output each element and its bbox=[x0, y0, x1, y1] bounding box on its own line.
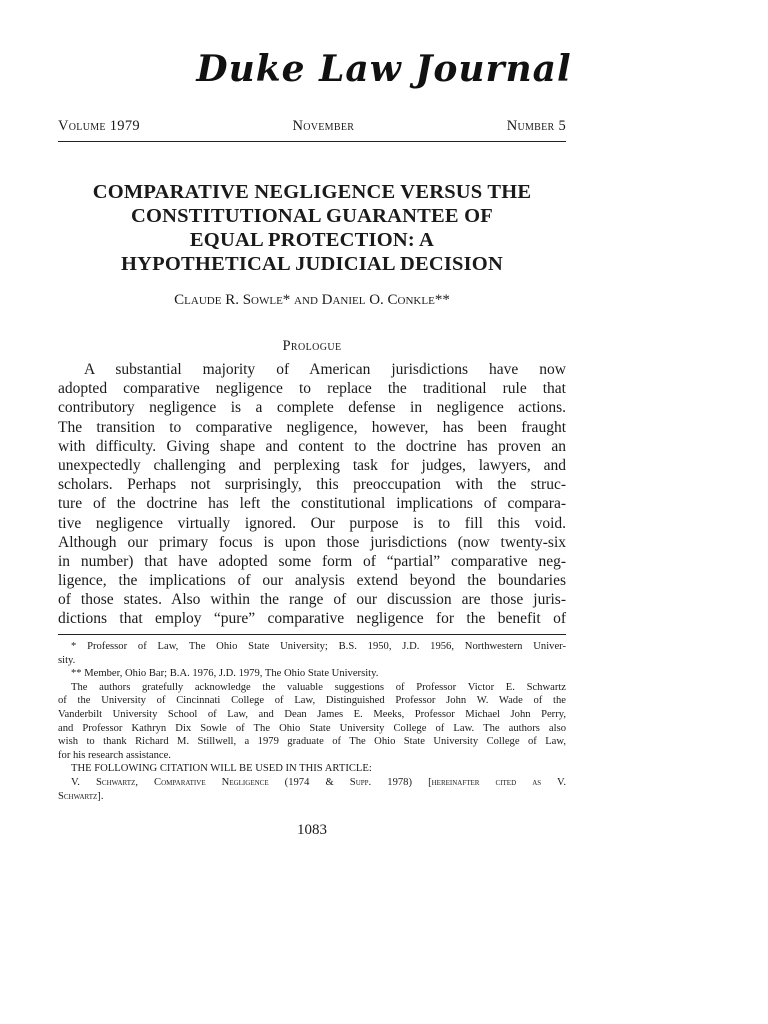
footnote-line: wish to thank Richard M. Stillwell, a 1979 graduate of The Ohio State University College of Law, bbox=[58, 736, 566, 748]
footnote-line: sity. bbox=[58, 654, 76, 666]
body-line: ture of the doctrine has left the constitutional implications of compara- bbox=[58, 495, 566, 513]
body-line: A substantial majority of American jurisdictions have now bbox=[84, 361, 566, 378]
page-number: 1083 bbox=[297, 822, 327, 838]
header-rule bbox=[58, 141, 566, 142]
journal-masthead: Duke Law Journal bbox=[196, 48, 572, 90]
footnote-line: of the University of Cincinnati College of Law, Distinguished Professor John W. Wade of the bbox=[58, 695, 566, 707]
title-line: COMPARATIVE NEGLIGENCE VERSUS THE bbox=[92, 181, 532, 203]
body-line: dictions that employ “pure” comparative negligence for the benefit of bbox=[58, 610, 566, 628]
title-line: HYPOTHETICAL JUDICIAL DECISION bbox=[121, 253, 503, 275]
issue-line bbox=[58, 118, 566, 135]
footnote-rule bbox=[58, 634, 566, 635]
footnote-line: Vanderbilt University School of Law, and Dean James E. Meeks, Professor Michael John Perry, bbox=[58, 708, 566, 720]
footnotes bbox=[58, 640, 566, 803]
footnote-line: ** Member, Ohio Bar; B.A. 1976, J.D. 1979, The Ohio State University. bbox=[71, 668, 379, 680]
footnote-line: and Professor Kathryn Dix Sowle of The Ohio State University College of Law. The authors also bbox=[58, 722, 566, 734]
body-line: tive negligence virtually ignored. Our purpose is to fill this void. bbox=[58, 514, 566, 532]
article-authors: Claude R. Sowle* and Daniel O. Conkle** bbox=[174, 292, 450, 308]
title-line: CONSTITUTIONAL GUARANTEE OF bbox=[131, 205, 493, 227]
section-heading: Prologue bbox=[282, 338, 342, 354]
body-line: of those states. Also within the range of our discussion are those juris- bbox=[58, 591, 566, 609]
body-line: with difficulty. Giving shape and content to the doctrine has proven an bbox=[58, 437, 566, 455]
citation-heading: THE FOLLOWING CITATION WILL BE USED IN THIS ARTICLE: bbox=[71, 763, 372, 775]
volume-label: Volume 1979 bbox=[58, 118, 140, 134]
citation-line: V. Schwartz, Comparative Negligence (1974 & Supp. 1978) [hereinafter cited as V. bbox=[71, 776, 566, 788]
body-line: Although our primary focus is upon those jurisdictions (now twenty-six bbox=[58, 533, 566, 551]
month-label: November bbox=[292, 118, 355, 134]
body-line: The transition to comparative negligence, however, has been fraught bbox=[58, 418, 566, 436]
body-line: in number) that have adopted some form of “partial” comparative neg- bbox=[58, 552, 566, 570]
issue-number-label: Number 5 bbox=[506, 118, 566, 134]
body-line: adopted comparative negligence to replace the traditional rule that bbox=[58, 380, 566, 398]
citation-line: Schwartz]. bbox=[58, 790, 104, 802]
body-line: unexpectedly challenging and perplexing task for judges, lawyers, and bbox=[58, 456, 566, 474]
footnote-line: The authors gratefully acknowledge the valuable suggestions of Professor Victor E. Schwartz bbox=[71, 681, 566, 693]
footnote-line: for his research assistance. bbox=[58, 749, 171, 761]
body-line: contributory negligence is a complete defense in negligence actions. bbox=[58, 399, 566, 417]
article-title bbox=[58, 180, 566, 276]
footnote-line: * Professor of Law, The Ohio State University; B.S. 1950, J.D. 1956, Northwestern Univer- bbox=[71, 641, 566, 652]
title-line: EQUAL PROTECTION: A bbox=[189, 229, 435, 251]
body-line: ligence, the implications of our analysis extend beyond the boundaries bbox=[58, 572, 566, 590]
body-paragraph bbox=[58, 360, 566, 629]
body-line: scholars. Perhaps not surprisingly, this preoccupation with the struc- bbox=[58, 476, 566, 494]
